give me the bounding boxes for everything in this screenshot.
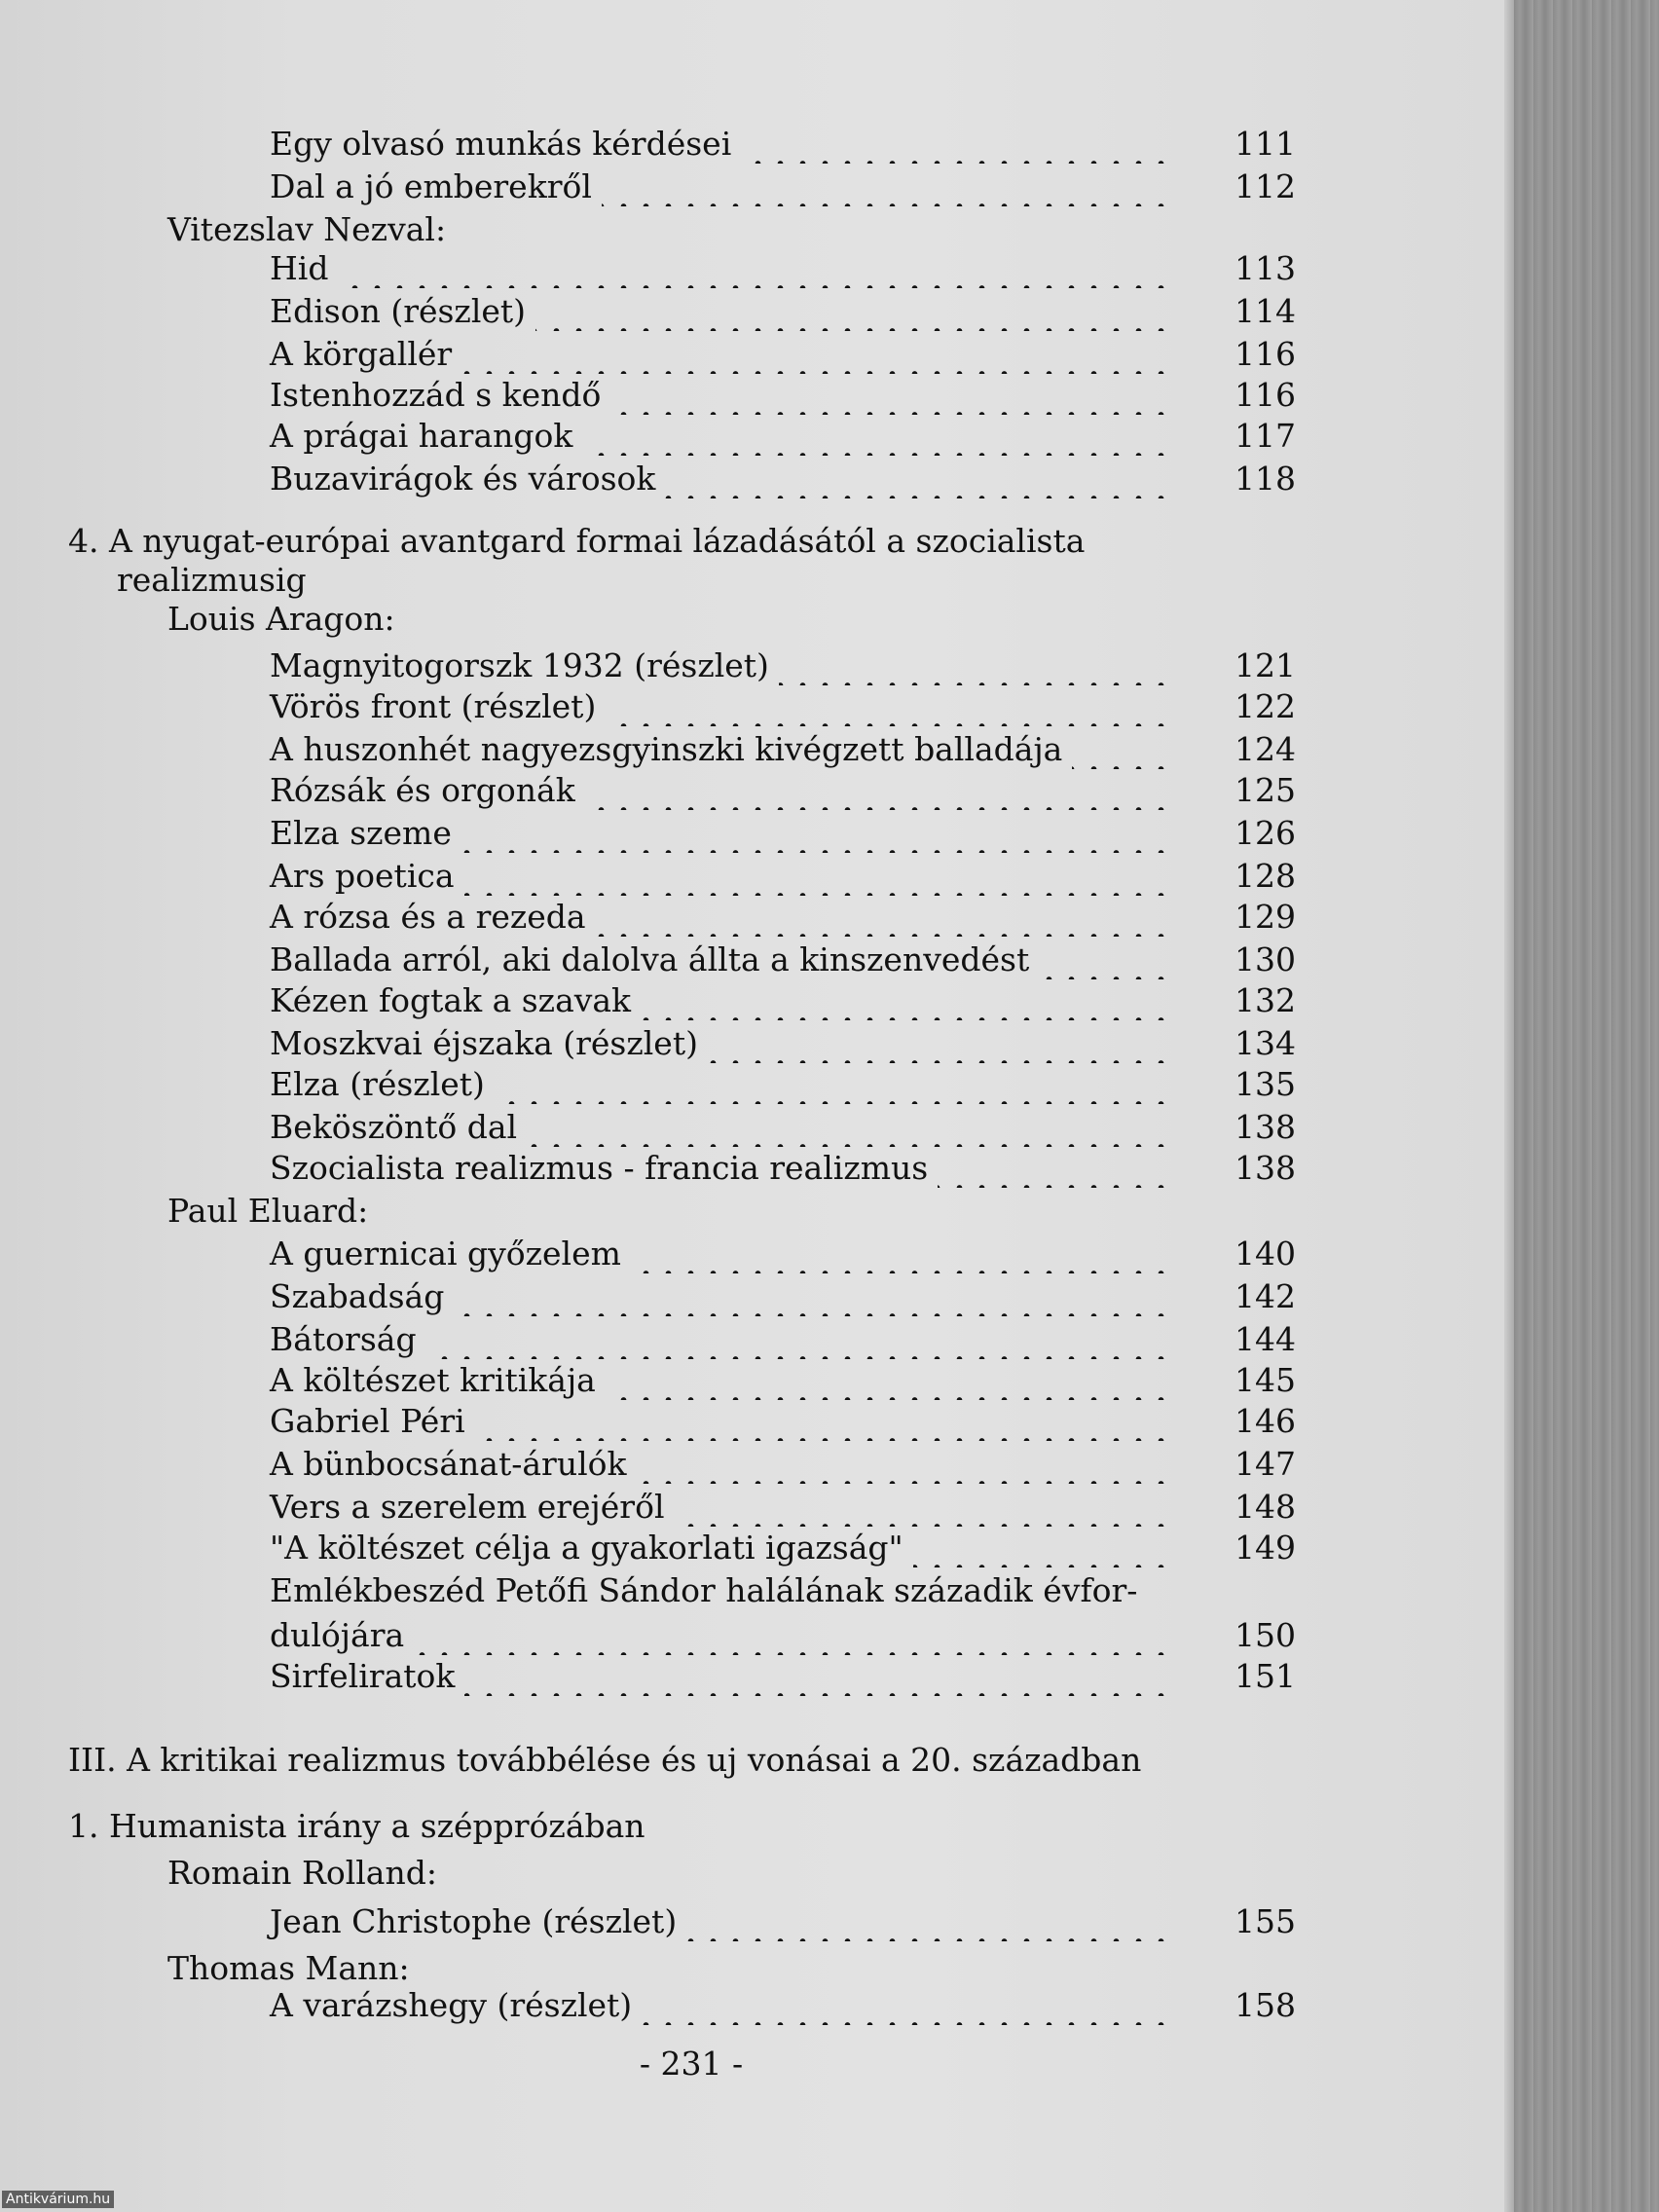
- dot-leader: [631, 1235, 1172, 1273]
- dot-leader: [454, 1277, 1172, 1316]
- toc-page-number: 138: [1235, 1149, 1296, 1187]
- toc-page-number: 129: [1235, 898, 1296, 936]
- toc-line-eml-dal-jo: [0, 167, 1514, 206]
- toc-page-number: 138: [1235, 1108, 1296, 1146]
- dot-leader: [686, 1902, 1172, 1941]
- toc-line-eml-batorsag: [0, 1320, 1514, 1359]
- toc-line-eml-emlekbeszed: [0, 1571, 1514, 1610]
- dot-leader: [602, 167, 1172, 206]
- dot-leader: [1039, 940, 1172, 979]
- watermark-label: Antikvárium.hu: [2, 2191, 114, 2208]
- toc-line-eml-ars: [0, 857, 1514, 896]
- book-binding: [1514, 0, 1659, 2212]
- dot-leader: [665, 460, 1172, 498]
- toc-entry-title: Elza (részlet): [270, 1065, 485, 1103]
- toc-entry-title: Bátorság: [270, 1320, 417, 1358]
- toc-page-number: 121: [1235, 646, 1296, 684]
- dot-leader: [495, 1065, 1172, 1104]
- toc-entry-title: Beköszöntő dal: [270, 1108, 518, 1146]
- dot-leader: [1072, 730, 1172, 769]
- toc-line-author-rolland: [0, 1854, 1514, 1893]
- toc-line-eml-kezen: [0, 981, 1514, 1020]
- dot-leader: [461, 335, 1172, 374]
- toc-line-eml-bekoszonto: [0, 1108, 1514, 1147]
- toc-page-number: 114: [1235, 292, 1296, 330]
- toc-page-number: 148: [1235, 1488, 1296, 1526]
- toc-entry-title: Egy olvasó munkás kérdései: [270, 125, 732, 163]
- toc-page-number: 130: [1235, 940, 1296, 978]
- dot-leader: [582, 417, 1172, 456]
- dot-leader: [606, 687, 1172, 726]
- toc-line-eml-istenhozzad: [0, 376, 1514, 415]
- toc-page-number: 128: [1235, 857, 1296, 895]
- toc-line-eml-magnyito: [0, 646, 1514, 685]
- toc-line-eml-edison: [0, 292, 1514, 331]
- author-name: Paul Eluard:: [167, 1192, 369, 1230]
- author-name: Louis Aragon:: [167, 600, 395, 638]
- toc-page-number: 116: [1235, 376, 1296, 414]
- toc-page-number: 142: [1235, 1277, 1296, 1315]
- toc-entry-title: A költészet kritikája: [270, 1361, 596, 1399]
- toc-entry-title: A prágai harangok: [270, 417, 573, 455]
- toc-entry-title: Jean Christophe (részlet): [270, 1902, 678, 1940]
- dot-leader: [596, 898, 1172, 937]
- toc-entry-title: Buzavirágok és városok: [270, 460, 656, 498]
- toc-page-number: 118: [1235, 460, 1296, 498]
- toc-page-number: 125: [1235, 771, 1296, 809]
- toc-entry-title: A körgallér: [270, 335, 453, 373]
- toc-line-eml-hid: [0, 249, 1514, 288]
- toc-page-number: 146: [1235, 1402, 1296, 1440]
- toc-line-eml-emlekbeszed-2: [0, 1616, 1514, 1655]
- dot-leader: [675, 1488, 1172, 1527]
- toc-line-eml-voros: [0, 687, 1514, 726]
- author-name: Vitezslav Nezval:: [167, 210, 447, 248]
- toc-page-number: 155: [1235, 1902, 1296, 1940]
- toc-line-eml-pragai: [0, 417, 1514, 456]
- toc-line-eml-korgaller: [0, 335, 1514, 374]
- toc-entry-title: Emlékbeszéd Petőfi Sándor halálának századik évfor-: [270, 1571, 1138, 1609]
- toc-line-eml-guernicai: [0, 1235, 1514, 1273]
- toc-page-number: 112: [1235, 167, 1296, 205]
- toc-entry-title: Szabadság: [270, 1277, 445, 1315]
- toc-page-number: 113: [1235, 249, 1296, 287]
- toc-page-number: 150: [1235, 1616, 1296, 1654]
- dot-leader: [637, 1445, 1172, 1484]
- dot-leader: [464, 857, 1172, 896]
- toc-line-author-aragon: [0, 600, 1514, 639]
- toc-line-eml-ballada: [0, 940, 1514, 979]
- toc-entry-title: Edison (részlet): [270, 292, 527, 330]
- dot-leader: [642, 1986, 1172, 2025]
- toc-entry-title: dulójára: [270, 1616, 405, 1654]
- section-heading: 4. A nyugat-európai avantgard formai lázadásától a szocialista: [68, 522, 1086, 560]
- toc-entry-title: Elza szeme: [270, 814, 452, 852]
- toc-page-number: 117: [1235, 417, 1296, 455]
- dot-leader: [414, 1616, 1172, 1655]
- toc-line-eml-egy-olvaso: [0, 125, 1514, 164]
- toc-line-eml-elza-szeme: [0, 814, 1514, 853]
- toc-entry-title: "A költészet célja a gyakorlati igazság": [270, 1529, 903, 1567]
- toc-line-eml-varazshegy: [0, 1986, 1514, 2025]
- toc-page-number: 149: [1235, 1529, 1296, 1567]
- dot-leader: [606, 1361, 1172, 1400]
- toc-page-number: 111: [1235, 125, 1296, 163]
- dot-leader: [426, 1320, 1172, 1359]
- toc-line-part-3: [0, 1741, 1514, 1780]
- toc-line-eml-buzavir: [0, 460, 1514, 498]
- toc-line-eml-jean: [0, 1902, 1514, 1941]
- toc-entry-title: A huszonhét nagyezsgyinszki kivégzett balladája: [270, 730, 1063, 768]
- toc-entry-title: Gabriel Péri: [270, 1402, 465, 1440]
- toc-entry-title: A varázshegy (részlet): [270, 1986, 633, 2024]
- toc-line-eml-huszonhet: [0, 730, 1514, 769]
- dot-leader: [610, 376, 1172, 415]
- toc-entry-title: Magnyitogorszk 1932 (részlet): [270, 646, 769, 684]
- toc-page-number: 144: [1235, 1320, 1296, 1358]
- dot-leader: [779, 646, 1172, 685]
- section-heading: 1. Humanista irány a szépprózában: [68, 1807, 645, 1845]
- toc-line-eml-elza-reszlet: [0, 1065, 1514, 1104]
- toc-entry-title: Rózsák és orgonák: [270, 771, 575, 809]
- toc-page-number: 126: [1235, 814, 1296, 852]
- toc-page-number: 116: [1235, 335, 1296, 373]
- toc-entry-title: A guernicai győzelem: [270, 1235, 621, 1272]
- toc-page-number: 147: [1235, 1445, 1296, 1483]
- toc-line-eml-kolteszet-celja: [0, 1529, 1514, 1567]
- toc-line-author-eluard: [0, 1192, 1514, 1231]
- dot-leader: [641, 981, 1172, 1020]
- toc-entry-title: Istenhozzád s kendő: [270, 376, 602, 414]
- dot-leader: [913, 1529, 1172, 1567]
- toc-entry-title: Moszkvai éjszaka (részlet): [270, 1024, 698, 1062]
- toc-line-eml-sirfeliratok: [0, 1657, 1514, 1696]
- toc-entry-title: Ballada arról, aki dalolva állta a kinszenvedést: [270, 940, 1030, 978]
- toc-line-eml-gabriel: [0, 1402, 1514, 1441]
- toc-entry-title: Hid: [270, 249, 329, 287]
- dot-leader: [741, 125, 1172, 164]
- toc-page-number: 151: [1235, 1657, 1296, 1695]
- dot-leader: [708, 1024, 1172, 1063]
- toc-line-eml-vers-szerelem: [0, 1488, 1514, 1527]
- dot-leader: [464, 1657, 1172, 1696]
- toc-line-author-nezval: [0, 210, 1514, 249]
- toc-line-eml-szabadsag: [0, 1277, 1514, 1316]
- toc-line-section-1: [0, 1807, 1514, 1846]
- author-name: Thomas Mann:: [167, 1949, 410, 1987]
- toc-entry-title: Kézen fogtak a szavak: [270, 981, 632, 1019]
- toc-page-number: 122: [1235, 687, 1296, 725]
- toc-entry-title: A bünbocsánat-árulók: [270, 1445, 627, 1483]
- toc-page-number: 145: [1235, 1361, 1296, 1399]
- dot-leader: [585, 771, 1172, 810]
- toc-page-number: 158: [1235, 1986, 1296, 2024]
- toc-line-eml-rozsa-rezeda: [0, 898, 1514, 937]
- dot-leader: [338, 249, 1172, 288]
- toc-page-number: 140: [1235, 1235, 1296, 1272]
- toc-entry-title: Vörös front (részlet): [270, 687, 597, 725]
- toc-line-author-mann: [0, 1949, 1514, 1988]
- toc-entry-title: Vers a szerelem erejéről: [270, 1488, 665, 1526]
- toc-page-number: 135: [1235, 1065, 1296, 1103]
- toc-entry-title: Dal a jó emberekről: [270, 167, 592, 205]
- toc-entry-title: A rózsa és a rezeda: [270, 898, 586, 936]
- toc-line-section-4-cont: [0, 561, 1514, 600]
- toc-page-number: 134: [1235, 1024, 1296, 1062]
- dot-leader: [535, 292, 1172, 331]
- toc-line-eml-szocialista: [0, 1149, 1514, 1188]
- toc-entry-title: Szocialista realizmus - francia realizmus: [270, 1149, 929, 1187]
- toc-entry-title: Sirfeliratok: [270, 1657, 456, 1695]
- toc-line-eml-rozsak: [0, 771, 1514, 810]
- dot-leader: [461, 814, 1172, 853]
- toc-page-number: 132: [1235, 981, 1296, 1019]
- dot-leader: [475, 1402, 1172, 1441]
- page-number: - 231 -: [639, 2045, 744, 2083]
- author-name: Romain Rolland:: [167, 1854, 437, 1892]
- section-heading: III. A kritikai realizmus továbbélése és uj vonásai a 20. században: [68, 1741, 1142, 1779]
- dot-leader: [938, 1149, 1172, 1188]
- toc-entry-title: Ars poetica: [270, 857, 455, 895]
- toc-line-section-4: [0, 522, 1514, 561]
- section-heading: realizmusig: [117, 561, 307, 599]
- toc-line-eml-bunbocsanat: [0, 1445, 1514, 1484]
- toc-page-number: 124: [1235, 730, 1296, 768]
- toc-line-eml-moszkvai: [0, 1024, 1514, 1063]
- dot-leader: [527, 1108, 1172, 1147]
- toc-line-eml-kolteszet-krit: [0, 1361, 1514, 1400]
